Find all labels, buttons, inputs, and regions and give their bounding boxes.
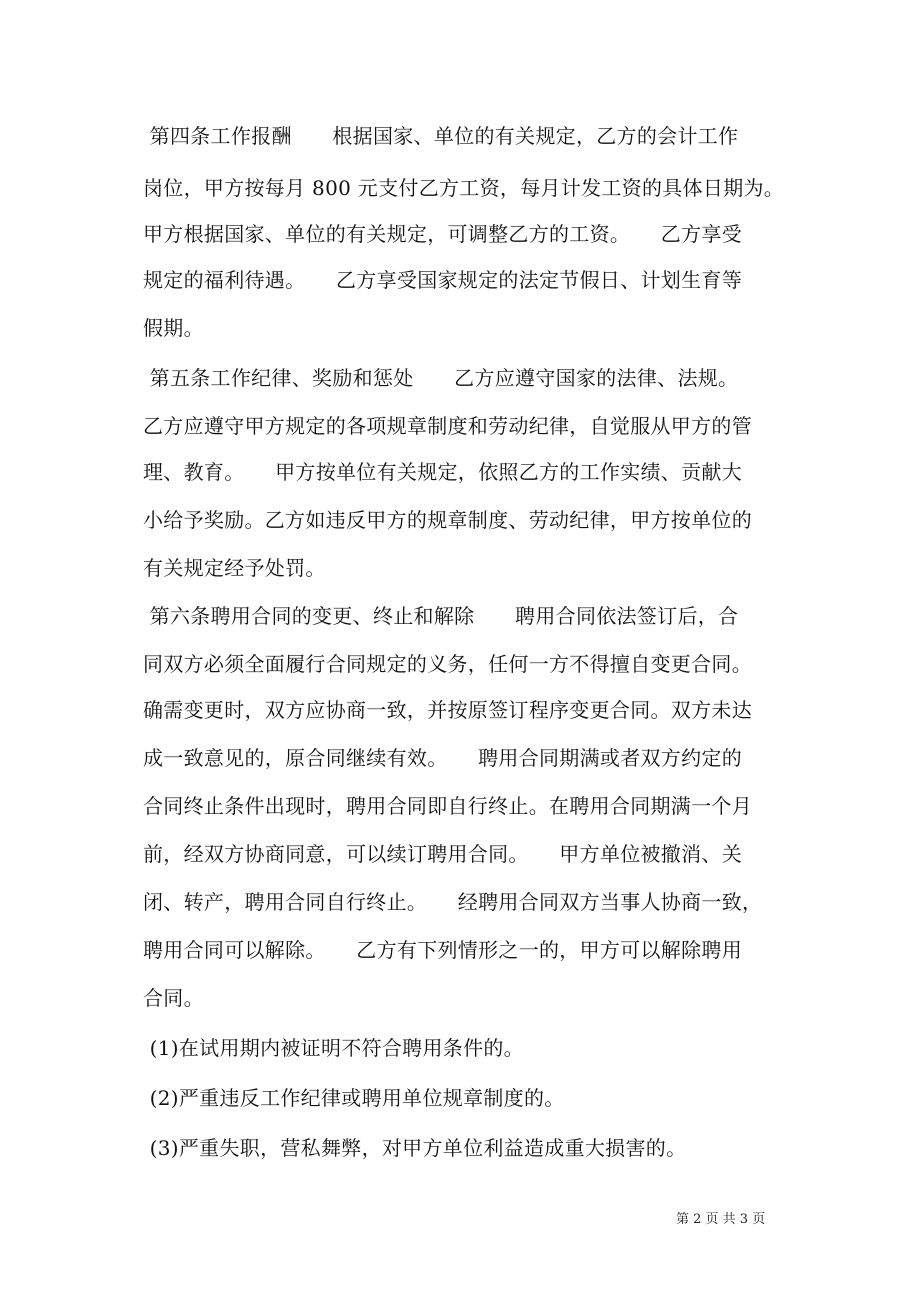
paragraph-line: 聘用合同可以解除。 乙方有下列情形之一的，甲方可以解除聘用 (143, 938, 742, 962)
paragraph-line: 有关规定经予处罚。 (143, 556, 326, 580)
list-item: (3)严重失职，营私舞弊，对甲方单位利益造成重大损害的。 (143, 1136, 687, 1160)
paragraph-line: 合同终止条件出现时，聘用合同即自行终止。在聘用合同期满一个月 (143, 794, 752, 818)
list-item: (2)严重违反工作纪律或聘用单位规章制度的。 (143, 1086, 565, 1110)
paragraph-line: 第六条聘用合同的变更、终止和解除 聘用合同依法签订后，合 (143, 604, 739, 628)
list-item: (1)在试用期内被证明不符合聘用条件的。 (143, 1036, 524, 1060)
paragraph-line: 闭、转产，聘用合同自行终止。 经聘用合同双方当事人协商一致， (143, 890, 763, 914)
paragraph-line: 假期。 (143, 316, 204, 340)
paragraph-line: 第五条工作纪律、奖励和惩处 乙方应遵守国家的法律、法规。 (143, 366, 739, 390)
paragraph-line: 甲方根据国家、单位的有关规定，可调整乙方的工资。 乙方享受 (143, 222, 742, 246)
paragraph-line: 确需变更时，双方应协商一致，并按原签订程序变更合同。双方未达 (143, 698, 752, 722)
paragraph-line: 岗位，甲方按每月 800 元支付乙方工资，每月计发工资的具体日期为。 (143, 176, 785, 200)
paragraph-line: 规定的福利待遇。 乙方享受国家规定的法定节假日、计划生育等 (143, 268, 742, 292)
paragraph-line: 合同。 (143, 986, 204, 1010)
paragraph-line: 成一致意见的，原合同继续有效。 聘用合同期满或者双方约定的 (143, 746, 742, 770)
paragraph-line: 乙方应遵守甲方规定的各项规章制度和劳动纪律，自觉服从甲方的管 (143, 414, 752, 438)
paragraph-line: 同双方必须全面履行合同规定的义务，任何一方不得擅自变更合同。 (143, 652, 752, 676)
paragraph-line: 前，经双方协商同意，可以续订聘用合同。 甲方单位被撤消、关 (143, 842, 742, 866)
paragraph-line: 小给予奖励。乙方如违反甲方的规章制度、劳动纪律，甲方按单位的 (143, 508, 752, 532)
page-number: 第 2 页 共 3 页 (676, 1212, 766, 1227)
paragraph-line: 理、教育。 甲方按单位有关规定，依照乙方的工作实绩、贡献大 (143, 460, 742, 484)
paragraph-line: 第四条工作报酬 根据国家、单位的有关规定，乙方的会计工作 (143, 124, 739, 148)
